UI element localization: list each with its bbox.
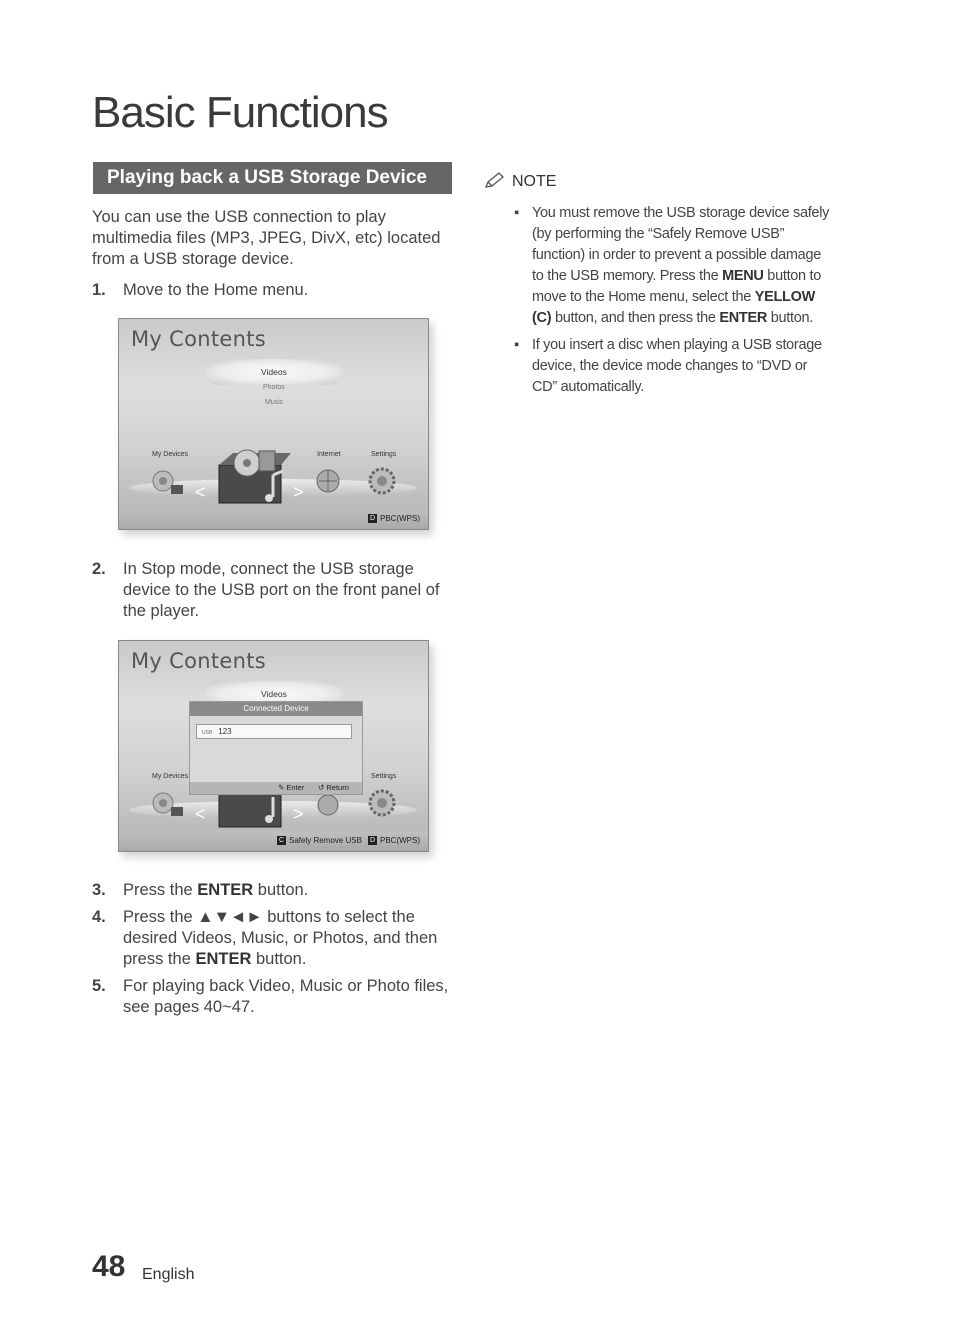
device-list-item[interactable] bbox=[196, 724, 352, 739]
right-arrow-icon[interactable]: > bbox=[293, 804, 304, 824]
d-key-icon: D bbox=[369, 515, 376, 522]
item-my-devices[interactable]: My Devices bbox=[152, 773, 189, 780]
connected-device-dialog bbox=[189, 701, 363, 795]
step-1 bbox=[92, 280, 452, 302]
step-3 bbox=[92, 880, 452, 902]
internet-icon bbox=[315, 467, 343, 497]
step-number: 5. bbox=[92, 977, 106, 995]
menu-photos[interactable]: Photos bbox=[263, 384, 285, 391]
note-text: You must remove the USB storage device safely (by performing the “Safely Remove USB” function) in order to prevent a possible damage to the USB memory. Press the MENU button to move to the Home menu, select the YELLOW (C) button, and then press the ENTER button. bbox=[532, 205, 830, 326]
item-my-devices[interactable]: My Devices bbox=[152, 451, 189, 458]
note-item bbox=[514, 203, 829, 329]
enter-icon: ✎ bbox=[278, 783, 285, 792]
c-key-icon: C bbox=[278, 837, 285, 844]
menu-videos[interactable]: Videos bbox=[261, 689, 287, 699]
item-settings[interactable]: Settings bbox=[371, 451, 397, 458]
menu-music[interactable]: Music bbox=[265, 399, 284, 406]
page-language: English bbox=[142, 1266, 195, 1283]
my-contents-screen bbox=[118, 318, 429, 530]
footer-pbc: D PBC(WPS) bbox=[369, 835, 420, 845]
settings-gear-icon bbox=[367, 787, 397, 819]
screen-title: My Contents bbox=[131, 649, 266, 673]
item-settings[interactable]: Settings bbox=[371, 773, 397, 780]
device-name: 123 bbox=[218, 727, 232, 736]
step-number: 1. bbox=[92, 281, 106, 299]
step-text: Move to the Home menu. bbox=[123, 281, 309, 299]
note-heading: NOTE bbox=[484, 171, 556, 191]
note-text: If you insert a disc when playing a USB storage device, the device mode changes to “DVD or CD” automatically. bbox=[532, 337, 822, 395]
intro-paragraph: You can use the USB connection to play multimedia files (MP3, JPEG, DivX, etc) located from a USB storage device. bbox=[92, 208, 441, 268]
footer-pbc: D PBC(WPS) bbox=[369, 513, 420, 523]
note-item bbox=[514, 335, 829, 401]
usb-icon: USB bbox=[202, 730, 213, 736]
dialog-title: Connected Device bbox=[190, 702, 362, 716]
return-hint[interactable]: ↺ Return bbox=[318, 783, 349, 792]
item-internet[interactable]: Internet bbox=[317, 451, 341, 458]
step-number: 4. bbox=[92, 908, 106, 926]
step-4 bbox=[92, 907, 452, 973]
footer-safely-remove: C Safely Remove USB bbox=[278, 835, 362, 845]
contents-box-icon bbox=[217, 791, 297, 829]
right-arrow-icon[interactable]: > bbox=[293, 482, 304, 502]
step-5 bbox=[92, 976, 452, 1020]
d-key-icon: D bbox=[369, 837, 376, 844]
step-2 bbox=[92, 559, 452, 625]
left-arrow-icon[interactable]: < bbox=[195, 482, 206, 502]
contents-box-icon bbox=[217, 447, 297, 507]
my-devices-icon bbox=[151, 467, 187, 499]
note-list bbox=[514, 203, 829, 403]
step-number: 3. bbox=[92, 881, 106, 899]
return-icon: ↺ bbox=[318, 783, 325, 792]
step-text: For playing back Video, Music or Photo files, see pages 40~47. bbox=[123, 977, 449, 1016]
screen-title: My Contents bbox=[131, 327, 266, 351]
my-contents-screen-usb bbox=[118, 640, 429, 852]
step-text: Press the ENTER button. bbox=[123, 881, 309, 899]
my-devices-icon bbox=[151, 789, 187, 821]
page-number: 48 bbox=[92, 1250, 126, 1283]
step-number: 2. bbox=[92, 560, 106, 578]
pencil-icon bbox=[484, 171, 506, 189]
bullet-icon: ▪ bbox=[514, 205, 520, 221]
internet-icon bbox=[315, 793, 343, 819]
menu-videos[interactable]: Videos bbox=[261, 367, 287, 377]
settings-gear-icon bbox=[367, 465, 397, 497]
dialog-footer bbox=[190, 782, 362, 794]
page-title: Basic Functions bbox=[92, 88, 388, 137]
section-title: Playing back a USB Storage Device bbox=[93, 162, 452, 194]
enter-hint[interactable]: ✎ Enter bbox=[278, 783, 305, 792]
step-text: In Stop mode, connect the USB storage device to the USB port on the front panel of the player. bbox=[123, 560, 440, 620]
bullet-icon: ▪ bbox=[514, 337, 520, 353]
left-arrow-icon[interactable]: < bbox=[195, 804, 206, 824]
step-text: Press the ▲▼◄► buttons to select the desired Videos, Music, or Photos, and then press the ENTER button. bbox=[123, 908, 438, 968]
